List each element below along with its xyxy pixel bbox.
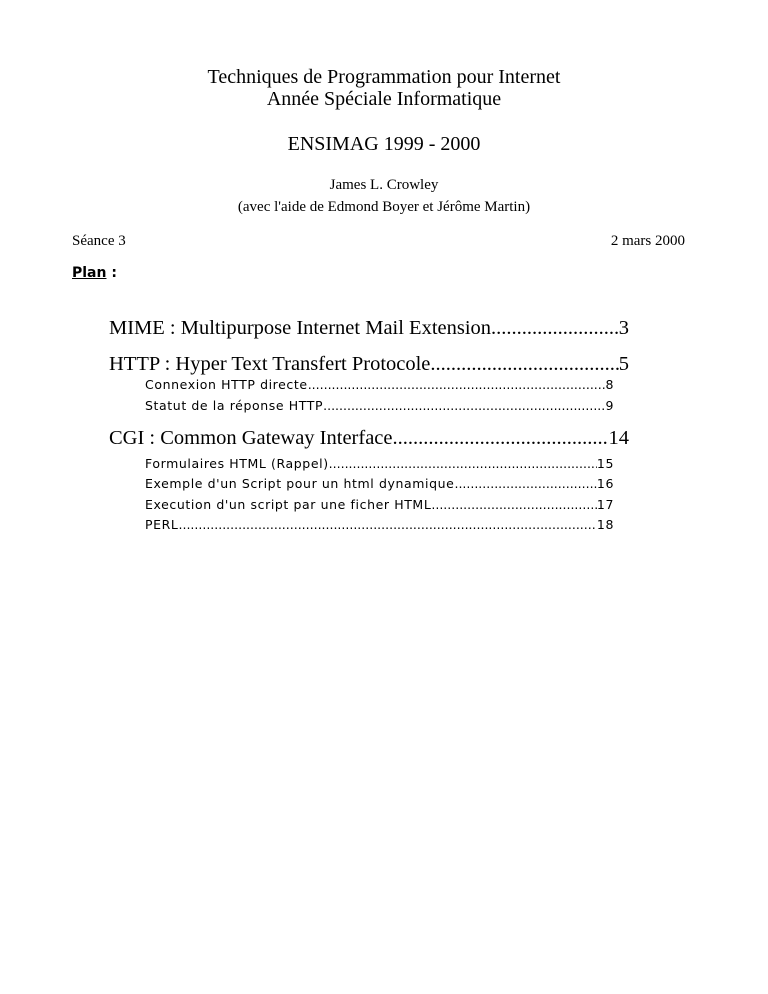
toc-entry-mime[interactable]	[109, 316, 629, 340]
toc-page-number: 5	[618, 353, 629, 375]
toc-leader-dots	[430, 352, 618, 376]
toc-page-number: 3	[618, 317, 629, 339]
toc-leader-dots	[308, 377, 606, 393]
toc-leader-dots	[179, 517, 597, 533]
toc-entry-label: MIME : Multipurpose Internet Mail Extension	[109, 317, 492, 339]
program-name: Année Spéciale Informatique	[266, 88, 502, 110]
school-year: ENSIMAG 1999 - 2000	[287, 133, 481, 155]
toc-entry-perl[interactable]	[145, 517, 614, 533]
toc-entry-label: HTTP : Hyper Text Transfert Protocole	[109, 353, 431, 375]
toc-entry-label: Statut de la réponse HTTP	[145, 398, 324, 413]
toc-entry-cgi-formulaires[interactable]	[145, 456, 614, 472]
toc-entry-label: Exemple d'un Script pour un html dynamique	[145, 476, 455, 491]
toc-entry-http-statut[interactable]	[145, 398, 614, 414]
toc-entry-label: CGI : Common Gateway Interface	[109, 427, 393, 449]
session-label: Séance 3	[72, 233, 126, 249]
toc-page-number: 16	[596, 476, 614, 491]
toc-leader-dots	[323, 398, 605, 414]
toc-entry-label: Formulaires HTML (Rappel)	[145, 456, 329, 471]
toc-page-number: 14	[608, 427, 629, 449]
toc-entry-http[interactable]	[109, 352, 629, 376]
plan-word: Plan	[72, 265, 107, 281]
contributors: (avec l'aide de Edmond Boyer et Jérôme Martin)	[237, 199, 531, 215]
plan-heading	[72, 264, 117, 282]
toc-page-number: 9	[605, 398, 614, 413]
toc-page-number: 15	[596, 456, 614, 471]
toc-entry-label: Execution d'un script par une ficher HTML	[145, 497, 432, 512]
author-name: James L. Crowley	[329, 177, 439, 193]
course-title: Techniques de Programmation pour Internet	[207, 66, 561, 88]
toc-leader-dots	[393, 426, 609, 450]
toc-entry-http-connexion[interactable]	[145, 377, 614, 393]
toc-leader-dots	[454, 476, 596, 492]
toc-entry-label: Connexion HTTP directe	[145, 377, 308, 392]
session-date: 2 mars 2000	[610, 233, 685, 249]
toc-entry-cgi-exemple[interactable]	[145, 476, 614, 492]
toc-leader-dots	[431, 497, 597, 513]
plan-separator: :	[106, 265, 117, 281]
toc-leader-dots	[491, 316, 619, 340]
toc-entry-cgi-execution[interactable]	[145, 497, 614, 513]
toc-entry-cgi[interactable]	[109, 426, 629, 450]
toc-page-number: 8	[605, 377, 614, 392]
toc-entry-label: PERL	[145, 517, 179, 532]
toc-page-number: 17	[596, 497, 614, 512]
toc-leader-dots	[329, 456, 597, 472]
toc-page-number: 18	[596, 517, 614, 532]
